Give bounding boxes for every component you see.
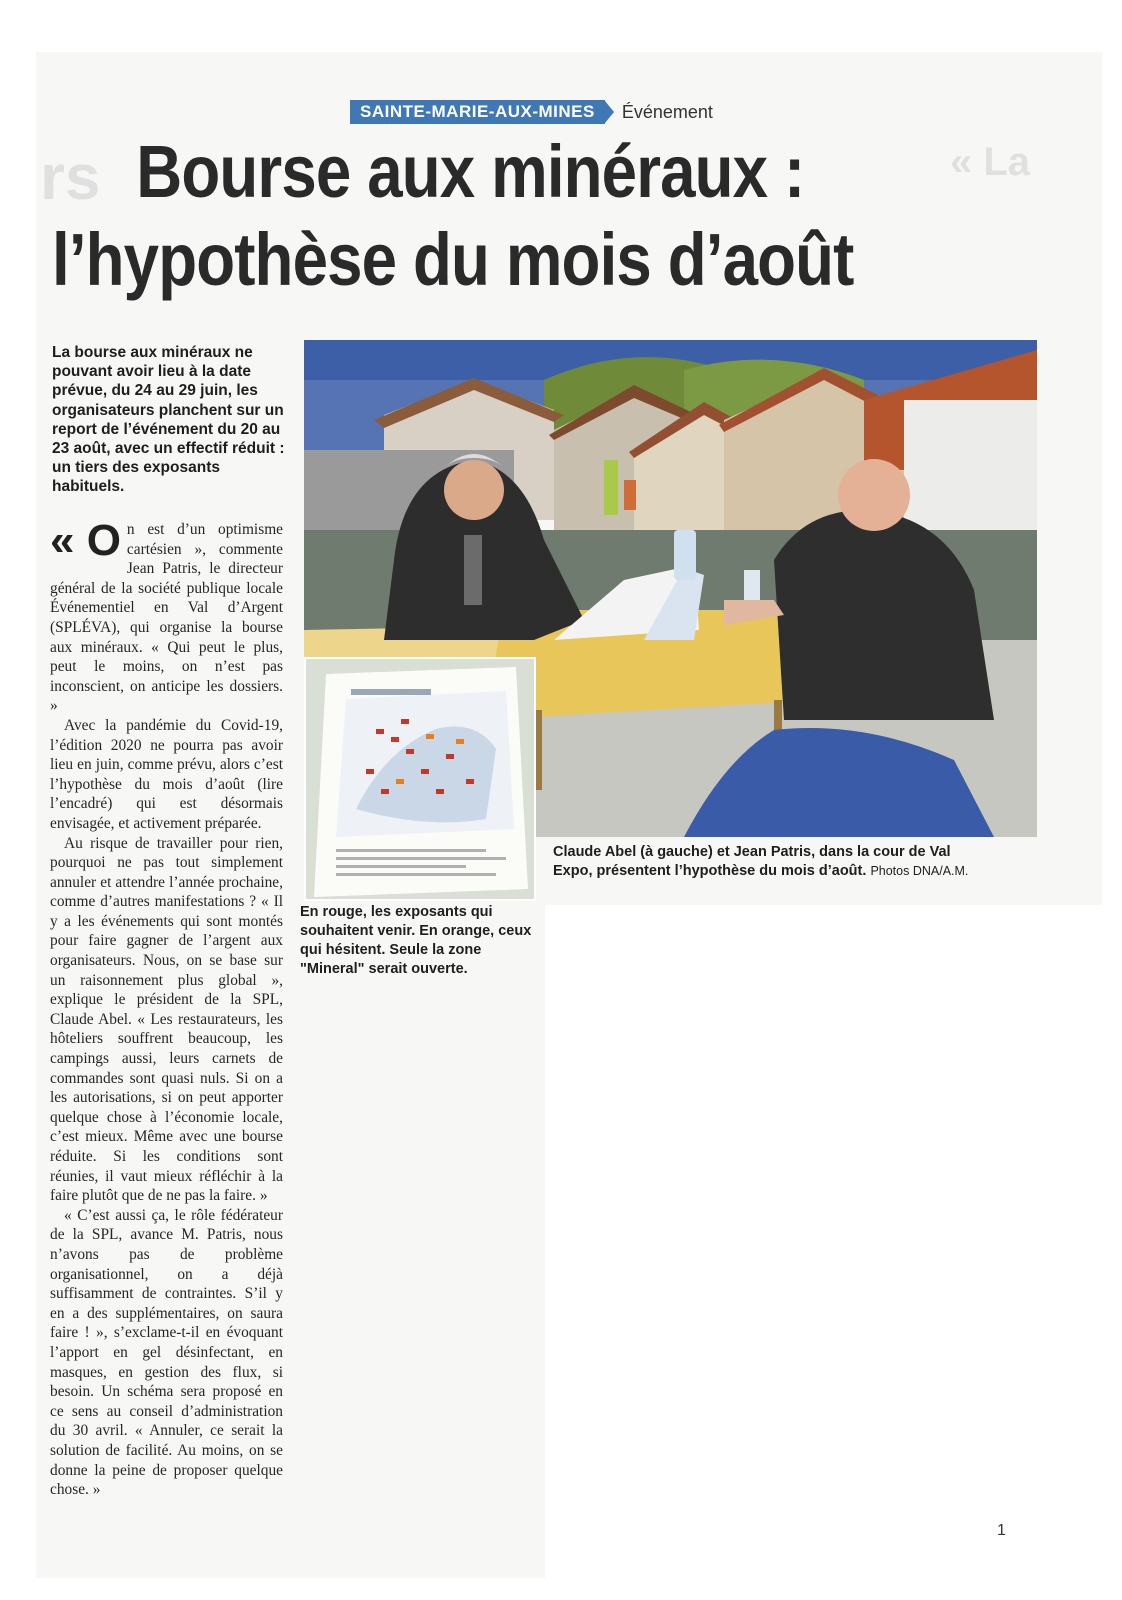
kicker-arrow-icon	[605, 101, 614, 123]
ghost-headline-left: rs	[40, 141, 101, 213]
inset-map-photo	[304, 657, 536, 901]
article-body	[50, 516, 283, 1500]
inset-caption: En rouge, les exposants qui souhaitent venir. En orange, ceux qui hésitent. Seule la zone "Mineral" serait ouverte.	[300, 904, 532, 977]
photo-credit: Photos DNA/A.M.	[870, 864, 969, 878]
page-number: 1	[997, 1522, 1006, 1539]
paragraph-1-text: n est d’un optimisme cartésien », commente Jean Patris, le directeur général de la société publique locale Événementiel en Val d’Argent (SPLÉVA), qui organise la bourse aux minéraux. « Qui peut le plus, peut le moins, on n’est pas inconscient, on anticipe les dossiers. »	[50, 521, 283, 715]
article-lead: La bourse aux minéraux ne pouvant avoir lieu à la date prévue, du 24 au 29 juin, les organisateurs planchent sur un report de l’événement du 20 au 23 août, avec un effectif réduit : un tiers des exposants habituels.	[52, 344, 285, 496]
article-headline	[52, 128, 912, 304]
paragraph-1	[50, 516, 283, 716]
kicker-rubric: Événement	[621, 101, 713, 122]
paragraph-4: « C’est aussi ça, le rôle fédérateur de la SPL, avance M. Patris, nous n’avons pas de problème organisationnel, on a déjà suffisamment de contraintes. S’il y en a des supplémentaires, on saura faire ! », s’exclame-t-il en évoquant l’apport en gel désinfectant, en masques, en gestion des flux, si besoin. Un schéma sera proposé en ce sens au conseil d’administration du 30 avril. « Annuler, ce serait la solution de facilité. Au moins, on se donne la peine de proposer quelque chose. »	[50, 1206, 283, 1499]
caption-text: Claude Abel (à gauche) et Jean Patris, dans la cour de Val Expo, présentent l’hypothèse du mois d’août.	[553, 844, 951, 879]
main-photo-caption	[553, 843, 973, 881]
paragraph-2: Avec la pandémie du Covid-19, l’édition 2020 ne pourra pas avoir lieu en juin, comme prévu, alors c’est l’hypothèse du mois d’août (lire l’encadré) qui est désormais envisagée, et activement préparée.	[50, 716, 283, 832]
map-scene	[306, 659, 534, 899]
section-kicker	[350, 101, 713, 123]
dropcap: « O	[50, 516, 121, 565]
paragraph-3: Au risque de travailler pour rien, pourquoi ne pas tout simplement annuler et attendre l’année prochaine, comme d’autres manifestations ? « Il y a les événements qui sont montés pour faire gagner de l’argent aux organisateurs. Nous, on se base sur un raisonnement plus global », explique le président de la SPL, Claude Abel. « Les restaurateurs, les hôteliers souffrent beaucoup, les campings aussi, leurs carnets de commandes sont quasi nuls. Si on a les autorisations, si on peut apporter quelque chose à l’économie locale, c’est mieux. Même avec une bourse réduite. Si les conditions sont réunies, il vaut mieux réfléchir à la faire plutôt que de ne pas la faire. »	[50, 834, 283, 1205]
ghost-headline-right: « La	[950, 140, 1031, 184]
headline-line-1: Bourse aux minéraux :	[136, 130, 805, 213]
blank-area	[545, 905, 1102, 1578]
kicker-place: SAINTE-MARIE-AUX-MINES	[350, 100, 605, 124]
headline-line-2: l’hypothèse du mois d’août	[52, 218, 854, 301]
